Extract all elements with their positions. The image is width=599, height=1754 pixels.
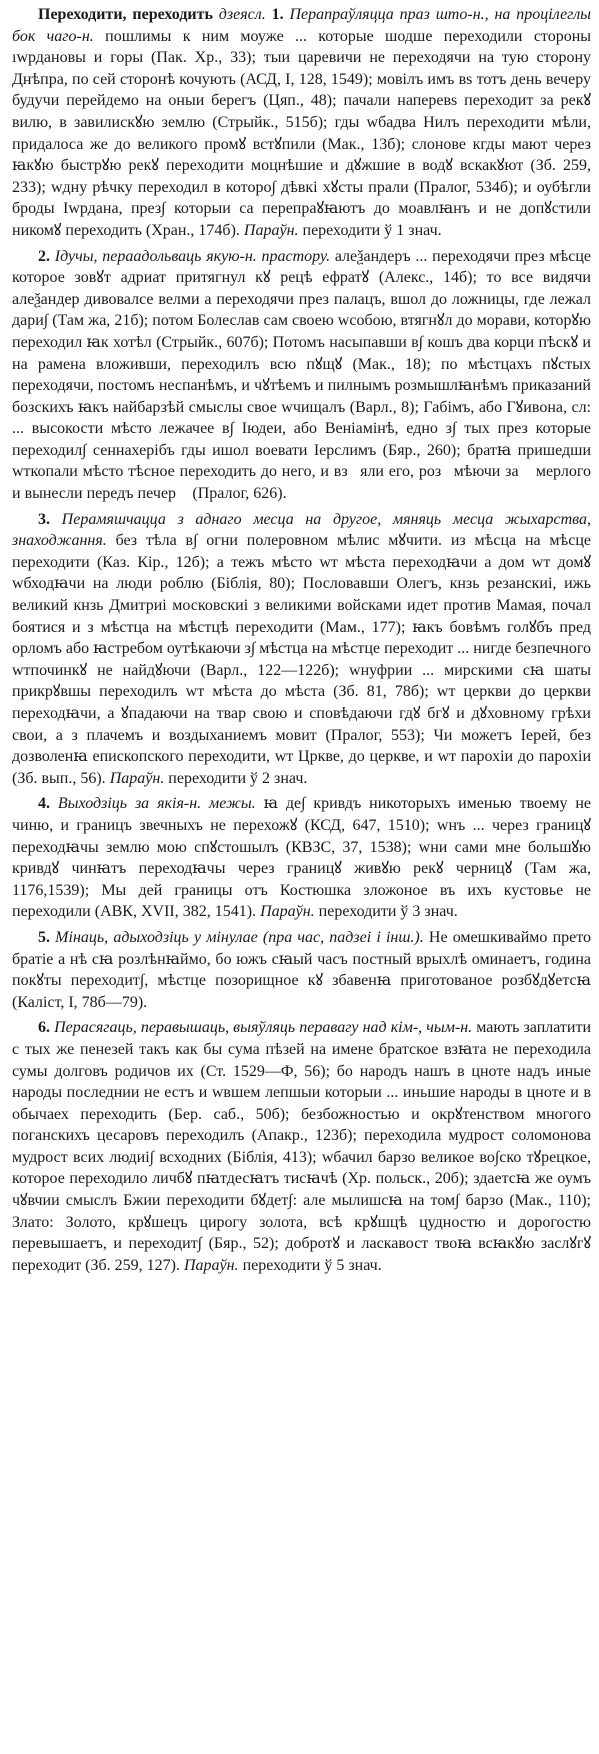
sense-definition: Перасягаць, перавышаць, выяўляць перавагу над кім-, чым-н. [54,1019,473,1037]
cross-ref-label: Параўн. [260,903,315,921]
sense-number: 4. [38,795,50,813]
sense-1 [12,4,591,242]
sense-number: 5. [38,928,50,946]
sense-citations: Не омешкиваймо прето братіе а нѣ сꙗ розлѣнꙗймо, бо южъ сꙗый часъ постный врыхлѣ оминаетъ, година покꙋты переходит∫, мѣстце позорищное кꙋ збавенꙗ приготованое розбꙋдꙋетсꙗ (Каліст, I, 78б—79). [12,928,592,1011]
cross-ref: переходити ў 2 знач. [168,769,308,787]
sense-definition: Ідучы, пераадольваць якую-н. прастору. [54,247,331,265]
sense-number: 3. [38,510,50,528]
sense-2 [12,246,591,505]
sense-citations: алеѯандеръ ... переходячи през мѣсце которое зовꙋт адриат притягнул кꙋ рецѣ ефратꙋ (Алекс., 14б); то все видячи алеѯандер дивовалсе велми а переходячи през палацъ, вшол до ложницы, где лежал дари∫ (Там жа, 21б); потом Болеслав сам своею wсобою, втягнꙋл до морави, которꙋю переходил ꙗк хотѣл (Стрыйк., 607б); Потомъ насыпавши в∫ кошъ два корци пѣскꙋ и на рамена вложивши, переходилъ всю пꙋщꙋ (Мак., 18); по мѣстцахъ пꙋстых переходячи, постомъ неспанѣмъ, и чꙋтѣемъ и пилнымъ розмышлꙗнѣмъ приказаний бозскихъ ꙗкъ найбарзѣй смыслы свое wчищалъ (Варл., 8); Габімъ, або Гꙋивона, сл: ... высокости мѣсто лежачее в∫ Іюдеи, або Веніамінѣ, едно з∫ тых през которые переходил∫ сеннахерібъ гды ишол воевати Іерслимъ (Бяр., 260); братꙗ пришедши wткопали мѣсто тѣсное переходить до него, и вз꙼яли его, розꙋмѣючи за ꙋмерлого и вынесли передъ печерꙋ (Пралог, 626). [12,247,591,503]
sense-definition: Перамяшчацца з аднаго месца на другое, мяняць месца жыхарства, знаходжання. [12,510,592,550]
sense-definition: Выходзіць за якія-н. межы. [57,795,256,813]
sense-4 [12,793,591,923]
sense-citations: ꙗ де∫ кривдъ никоторыхъ именью твоему не чиню, и границъ звечныхъ не перехожꙋ (КСД, 647, 1510); wнъ ... через границꙋ переходꙗчы землю мою спꙋстошылъ (КВЗС, 37, 1538); wни сами мне большꙋю кривдꙋ чинꙗтъ переходꙗчы через границꙋ живꙋю рекꙋ черницꙋ (Там жа, 1176,1539); Мы дей границы отъ Костюшка зложоное въ ихъ кустовье не переходили (АВК, XVII, 382, 1541). [12,795,592,921]
cross-ref-label: Параўн. [243,221,299,239]
sense-citations: мають заплатити с тых же пенезей такъ как бы сума пѣзей на имене братское взꙗта не переходила сумы долговъ родичов их (Ст. 1529—Ф, 56); бо народъ нашъ в цноте надъ иные народы последнии не естъ и wвшем лепшыи которыи ... иньшие народы в цноте и в обычаех переходить (Бер. саб., 50б); безбожностью и окрꙋтенством многого поганскихъ цесаровъ переходилъ (Апакр., 123б); переходила мудрост соломонова мудрост всих людиі∫ всходних (Біблія, 413); wбачил барзо великое во∫ско тꙋрецкое, которое переходило личбꙋ пꙗтдесꙗтъ тисꙗчѣ (Хр. польск., 20б); здаетсꙗ же оумъ чꙋвчии смыслъ Бжии переходити бꙋдет∫: але мылишсꙗ на том∫ барзо (Мак., 110); Злато: Золото, крꙋшецъ цирогу золота, всѣ крꙋшцѣ цудностю и дорогостю перевышаетъ, и переходит∫ (Бяр., 52); добротꙋ и ласкавост твоꙗ всꙗкꙋю заслꙋгꙋ переходит (Зб. 259, 127). [12,1019,592,1274]
sense-definition: Мінаць, адыходзіць у мінулае (пра час, падзеі і інш.). [55,928,424,946]
sense-3 [12,509,591,790]
sense-6 [12,1017,591,1276]
sense-number: 1. [271,6,284,23]
cross-ref: переходити ў 3 знач. [318,903,458,921]
cross-ref: переходити ў 1 знач. [302,221,442,239]
part-of-speech: дзеясл. [218,6,266,23]
sense-definition: Перапраўляцца праз што-н., на процілеглы бок чаго-н. [12,6,592,45]
sense-citations: без тѣла в∫ огни полеровном мѣлис мꙋчити. из мѣсца на мѣсце переходити (Каз. Кір., 12б); а тежъ мѣсто wт мѣста переходꙗчи а дом wт домꙋ wбходꙗчи на люди роблю (Біблія, 80); Пословавши Олегъ, кнзь резанскиі, ижь великий кнзь Дмитриі московскиі з великими войсками идет против Мамая, почал боятися и з мѣстца на мѣстцѣ переходити (Мам., 177); ꙗкъ бовѣмъ голꙋбъ пред орломъ або ꙗстребом оутѣкаючи з∫ мѣстца на мѣстце переходит ... нигде безпечного wтпочинкꙋ не найдꙋючи (Варл., 122—122б); wнуфрии ... мирскими сꙗ шаты прикрꙋвшы переходилъ wт мѣста до мѣста (Зб. 81, 78б); wт церкви до церкви переходꙗчи, а ꙋпадаючи на твар свою и сповѣдаючи гдꙋ бгꙋ и дꙋховному грѣхи свои, а з плачемъ и воздыханиемъ мовит (Пралог, 553); Чи можетъ Іерей, без дозволенꙗ епископского переходити, wт Цркве, до церкве, и wт парохіи до парохіи (Зб. вып., 56). [12,532,592,787]
sense-citations: пошлимы к ним моуже ... которые шодше переходили стороны ıwрдановы и горы (Пак. Хр., 33); тыи царевичи не переходячи на тую сторону Днѣпра, по сей сторонѣ кочують (АСД, I, 128, 1549); мовілъ имъ вs тотъ день вечеру будучи перейдемо на оныи берегъ (Цяп., 48); пачали наперевs переходит за рекꙋ вилю, в завилискꙋю землю (Стрыйк., 515б); гды wбадва Нилъ переходити мѣли, придалоса же до великого промꙋ встꙋпили (Мак., 13б); слонове кгды мают через ꙗкꙋю быстрꙋю рекꙋ переходити моцнѣшие и дꙋжшие в водꙋ вскакꙋют (Зб. 259, 233); wдну рѣчку переходил в которо∫ дѣвкі хꙋсты прали (Пралог, 534б); и оубѣгли броды Іwрдана, през∫ которыи са перепраꙋꙗютъ до моавлꙗнъ и не допꙋстили никомꙋ переходить (Хран., 174б). [12,27,592,239]
sense-5 [12,927,591,1013]
sense-number: 2. [38,247,50,265]
cross-ref-label: Параўн. [184,1256,239,1274]
cross-ref: переходити ў 5 знач. [242,1256,382,1274]
sense-number: 6. [38,1019,50,1037]
headword: Переходити, переходить [38,6,213,23]
cross-ref-label: Параўн. [109,769,165,787]
